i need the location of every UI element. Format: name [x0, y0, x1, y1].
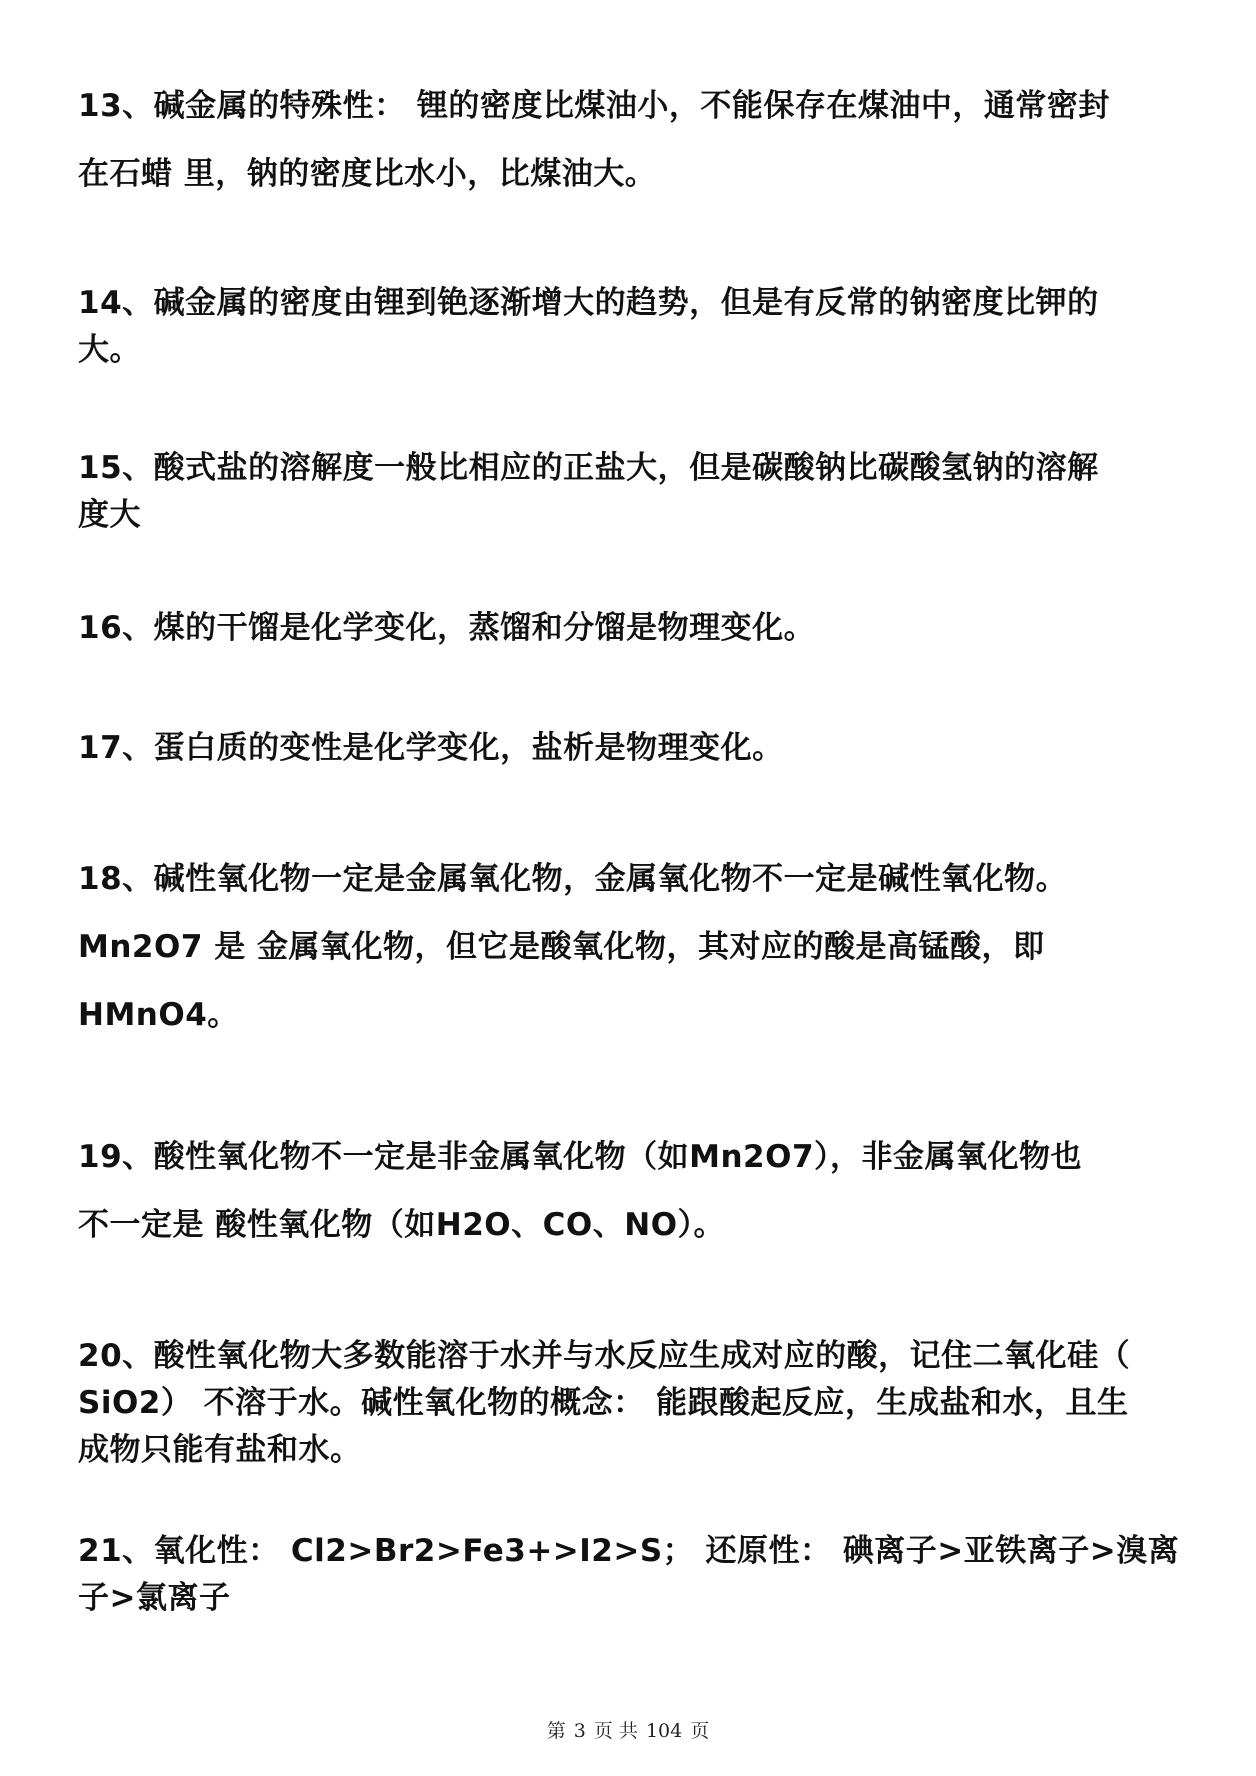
- footer-mid: 页 共: [593, 1720, 638, 1742]
- note-item-13: [78, 72, 1188, 208]
- note-item-21: [78, 1528, 1188, 1622]
- footer-suffix: 页: [690, 1720, 710, 1742]
- page-footer: [0, 1716, 1256, 1743]
- note-line: 16、煤的干馏是化学变化，蒸馏和分馏是物理变化。: [78, 610, 816, 646]
- note-line: SiO2） 不溶于水。碱性氧化物的概念： 能跟酸起反应，生成盐和水，且生: [78, 1385, 1129, 1421]
- note-line: 15、酸式盐的溶解度一般比相应的正盐大，但是碳酸钠比碳酸氢钠的溶解: [78, 450, 1099, 486]
- note-item-15: [78, 445, 1188, 539]
- footer-page-number: 3: [573, 1720, 586, 1742]
- note-item-14: [78, 280, 1188, 374]
- note-item-18: [78, 845, 1188, 1049]
- note-line: 度大: [78, 497, 141, 533]
- note-line: 13、碱金属的特殊性： 锂的密度比煤油小，不能保存在煤油中，通常密封: [78, 88, 1110, 124]
- note-line: 子>氯离子: [78, 1580, 231, 1616]
- note-line: 14、碱金属的密度由锂到铯逐渐增大的趋势，但是有反常的钠密度比钾的: [78, 285, 1099, 321]
- note-item-19: [78, 1123, 1188, 1259]
- footer-prefix: 第: [546, 1720, 566, 1742]
- note-item-16: [78, 605, 1188, 652]
- footer-total-pages: 104: [645, 1720, 683, 1742]
- note-line: 17、蛋白质的变性是化学变化，盐析是物理变化。: [78, 730, 784, 766]
- note-line: 成物只能有盐和水。: [78, 1432, 362, 1468]
- note-line: 20、酸性氧化物大多数能溶于水并与水反应生成对应的酸，记住二氧化硅（: [78, 1338, 1131, 1374]
- note-line: Mn2O7 是 金属氧化物，但它是酸氧化物，其对应的酸是高锰酸，即: [78, 929, 1045, 965]
- note-line: 21、氧化性： Cl2>Br2>Fe3+>I2>S； 还原性： 碘离子>亚铁离子>溴离: [78, 1533, 1180, 1569]
- note-line: 18、碱性氧化物一定是金属氧化物，金属氧化物不一定是碱性氧化物。: [78, 861, 1068, 897]
- note-line: 在石蜡 里，钠的密度比水小，比煤油大。: [78, 156, 657, 192]
- note-item-20: [78, 1333, 1188, 1474]
- note-line: 不一定是 酸性氧化物（如H2O、CO、NO）。: [78, 1207, 726, 1243]
- note-item-17: [78, 725, 1188, 772]
- note-line: HMnO4。: [78, 997, 239, 1033]
- note-line: 19、酸性氧化物不一定是非金属氧化物（如Mn2O7），非金属氧化物也: [78, 1139, 1083, 1175]
- note-line: 大。: [78, 332, 141, 368]
